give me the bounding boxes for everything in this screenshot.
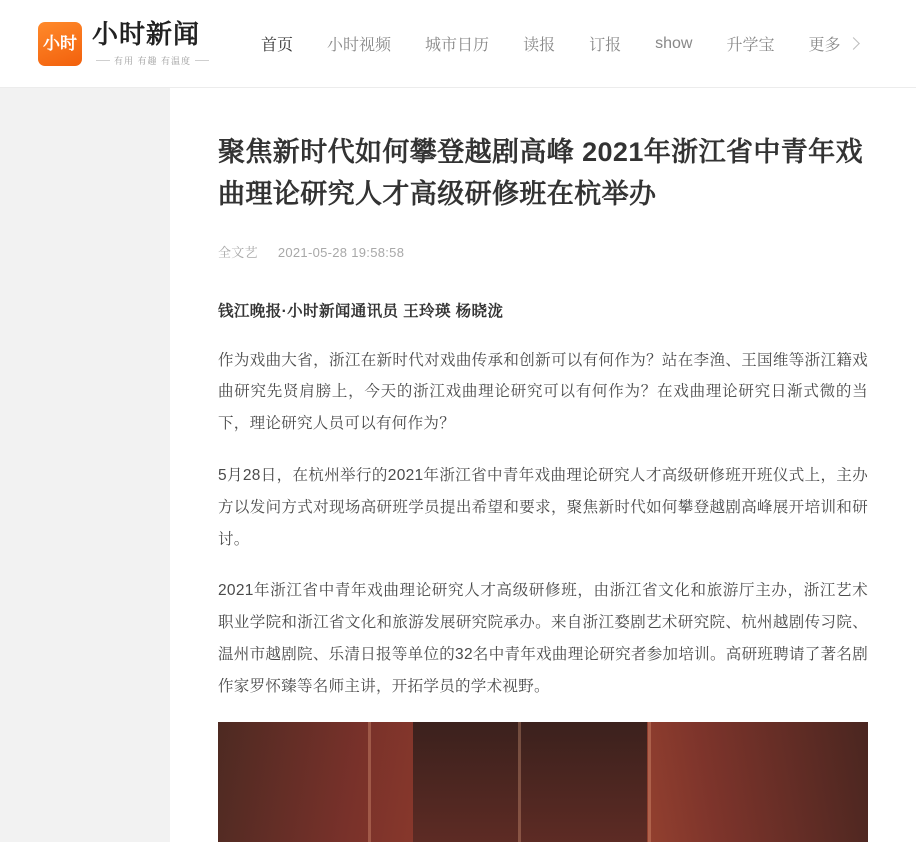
nav-item-video[interactable]: 小时视频: [327, 37, 392, 54]
article-image-streak: [648, 722, 651, 842]
logo-text: [92, 20, 213, 67]
nav-item-more[interactable]: [808, 32, 858, 55]
article-byline: 钱江晚报·小时新闻通讯员 王玲瑛 杨晓泷: [218, 302, 504, 320]
nav-item-read-paper[interactable]: 读报: [523, 37, 556, 54]
article-paragraph: 作为戏曲大省，浙江在新时代对戏曲传承和创新可以有何作为？站在李渔、王国维等浙江籍戏曲研究先贤肩膀上，今天的浙江戏曲理论研究可以有何作为？在戏曲理论研究日渐式微的当下，理论研究人员可以有何作为？: [218, 351, 868, 433]
article-meta: [218, 242, 868, 261]
nav-item-education[interactable]: 升学宝: [726, 37, 775, 54]
site-header: [0, 0, 916, 88]
article-paragraph: 5月28日，在杭州举行的2021年浙江省中青年戏曲理论研究人才高级研修班开班仪式上，主办方以发问方式对现场高研班学员提出希望和要求，聚焦新时代如何攀登越剧高峰展开培训和研讨。: [218, 466, 868, 548]
article-timestamp: 2021-05-28 19:58:58: [277, 244, 405, 260]
article-source: 全文艺: [218, 244, 258, 260]
nav-item-subscribe[interactable]: 订报: [589, 37, 622, 54]
logo-rule-right-icon: [195, 60, 209, 61]
nav-item-home[interactable]: 首页: [261, 37, 294, 54]
article-image: [218, 722, 868, 842]
logo-subtitle-text: 有用 有趣 有温度: [114, 55, 192, 66]
logo-title: 小时新闻: [92, 19, 201, 50]
site-logo[interactable]: [38, 20, 213, 67]
article-image-band: [413, 722, 673, 842]
article-image-band: [218, 722, 439, 842]
article-image-band: [647, 722, 868, 842]
article-container: [170, 88, 916, 842]
article-paragraph: 2021年浙江省中青年戏曲理论研究人才高级研修班，由浙江省文化和旅游厅主办，浙江艺术职业学院和浙江省文化和旅游发展研究院承办。来自浙江婺剧艺术研究院、杭州越剧传习院、温州市越剧院、乐清日报等单位的32名中青年戏曲理论研究者参加培训。高研班聘请了著名剧作家罗怀臻等名师主讲，开拓学员的学术视野。: [218, 582, 868, 695]
nav-item-city-calendar[interactable]: 城市日历: [425, 37, 490, 54]
chevron-right-icon: [848, 37, 861, 50]
logo-rule-left-icon: [96, 60, 110, 61]
main-nav: [261, 32, 858, 55]
page-title: 聚焦新时代如何攀登越剧高峰 2021年浙江省中青年戏曲理论研究人才高级研修班在杭举办: [218, 137, 863, 209]
logo-subtitle: [92, 54, 213, 67]
nav-more-label: 更多: [808, 37, 841, 54]
page-body: [0, 88, 916, 778]
logo-mark-icon: 小时: [38, 22, 82, 66]
article-image-streak: [518, 722, 521, 842]
nav-item-show[interactable]: show: [655, 34, 693, 52]
article-image-streak: [368, 722, 371, 842]
